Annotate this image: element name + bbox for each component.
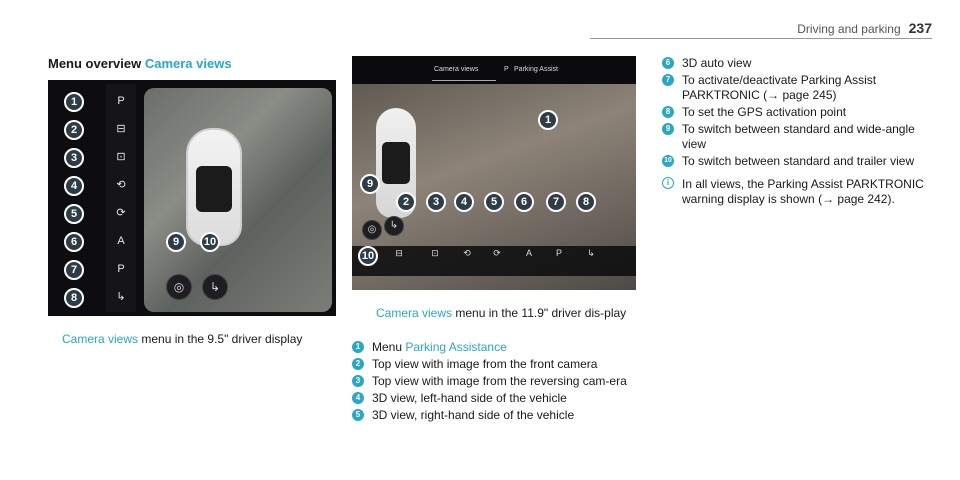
trailer-icon[interactable]: ↳ — [116, 291, 126, 303]
auto-view-icon[interactable]: A — [525, 248, 532, 258]
callout: 9 — [360, 174, 380, 194]
trailer-view-button[interactable]: ↳ — [384, 216, 404, 236]
legend-list-right — [662, 56, 932, 207]
page-header — [797, 20, 932, 36]
caption-9-5: Camera views menu in the 9.5" driver display — [62, 332, 303, 346]
list-item: 2 Top view with image from the front camera — [352, 357, 632, 372]
callout: 2 — [396, 192, 416, 212]
legend-list-left — [352, 340, 632, 425]
list-item: 1 Menu Parking Assistance — [352, 340, 632, 355]
list-item: 3 Top view with image from the reversing cam-era — [352, 374, 632, 389]
callout: 3 — [426, 192, 446, 212]
gps-icon[interactable]: P — [117, 263, 125, 275]
tab-parking-assist[interactable]: Parking Assist — [514, 66, 558, 73]
callout: 1 — [538, 110, 558, 130]
auto-view-icon[interactable]: A — [117, 235, 125, 247]
car-rear-icon[interactable]: ⊡ — [431, 248, 439, 258]
wide-angle-button[interactable]: ◎ — [166, 274, 192, 300]
car-front-icon[interactable]: ⊟ — [116, 123, 126, 135]
callout: 2 — [64, 120, 84, 140]
car-front-icon[interactable]: ⊟ — [395, 248, 403, 258]
callout: 5 — [64, 204, 84, 224]
callout: 9 — [166, 232, 186, 252]
list-item: 6 3D auto view — [662, 56, 932, 71]
tab-parking-assist-icon: P — [504, 66, 509, 73]
callout: 8 — [576, 192, 596, 212]
callout: 10 — [200, 232, 220, 252]
menu-title-accent: Camera views — [144, 56, 232, 71]
camera-sidebar — [106, 84, 136, 312]
driver-display-9-5 — [48, 80, 336, 316]
page-number: 237 — [908, 20, 932, 36]
header-divider — [590, 38, 932, 39]
list-item: 10 To switch between standard and trailer view — [662, 154, 932, 169]
menu-title: Menu overview Camera views — [48, 56, 232, 71]
callout: 5 — [484, 192, 504, 212]
callout: 6 — [514, 192, 534, 212]
list-item: 5 3D view, right-hand side of the vehicle — [352, 408, 632, 423]
3d-right-icon[interactable]: ⟳ — [116, 207, 126, 219]
callout: 1 — [64, 92, 84, 112]
callout: 8 — [64, 288, 84, 308]
list-item: 4 3D view, left-hand side of the vehicle — [352, 391, 632, 406]
section-title: Driving and parking — [797, 22, 901, 36]
wide-angle-button[interactable]: ◎ — [362, 220, 382, 240]
parking-icon[interactable]: P — [117, 95, 125, 107]
driver-display-11-9 — [352, 56, 636, 290]
callout: 4 — [64, 176, 84, 196]
active-tab-indicator — [432, 80, 496, 81]
list-item: 9 To switch between standard and wide-angle view — [662, 122, 932, 152]
callout: 6 — [64, 232, 84, 252]
trailer-view-button[interactable]: ↳ — [202, 274, 228, 300]
callout: 3 — [64, 148, 84, 168]
tab-camera-views[interactable]: Camera views — [434, 66, 479, 73]
trailer-icon[interactable]: ↳ — [587, 248, 595, 258]
callout: 10 — [358, 246, 378, 266]
gps-icon[interactable]: P — [555, 248, 562, 258]
3d-left-icon[interactable]: ⟲ — [463, 248, 471, 258]
list-item: 7 To activate/deactivate Parking Assist PARKTRONIC (→ page 245) — [662, 73, 932, 103]
callout: 7 — [64, 260, 84, 280]
callout: 4 — [454, 192, 474, 212]
callout: 7 — [546, 192, 566, 212]
3d-right-icon[interactable]: ⟳ — [493, 248, 501, 258]
info-note: i In all views, the Parking Assist PARKTRONIC warning display is shown (→ page 242). — [662, 177, 932, 207]
vehicle-top-view — [186, 128, 242, 246]
list-item: 8 To set the GPS activation point — [662, 105, 932, 120]
caption-11-9: Camera views menu in the 11.9" driver dis-play — [376, 306, 627, 320]
info-icon: i — [662, 177, 674, 189]
3d-left-icon[interactable]: ⟲ — [116, 179, 126, 191]
car-rear-icon[interactable]: ⊡ — [116, 151, 126, 163]
